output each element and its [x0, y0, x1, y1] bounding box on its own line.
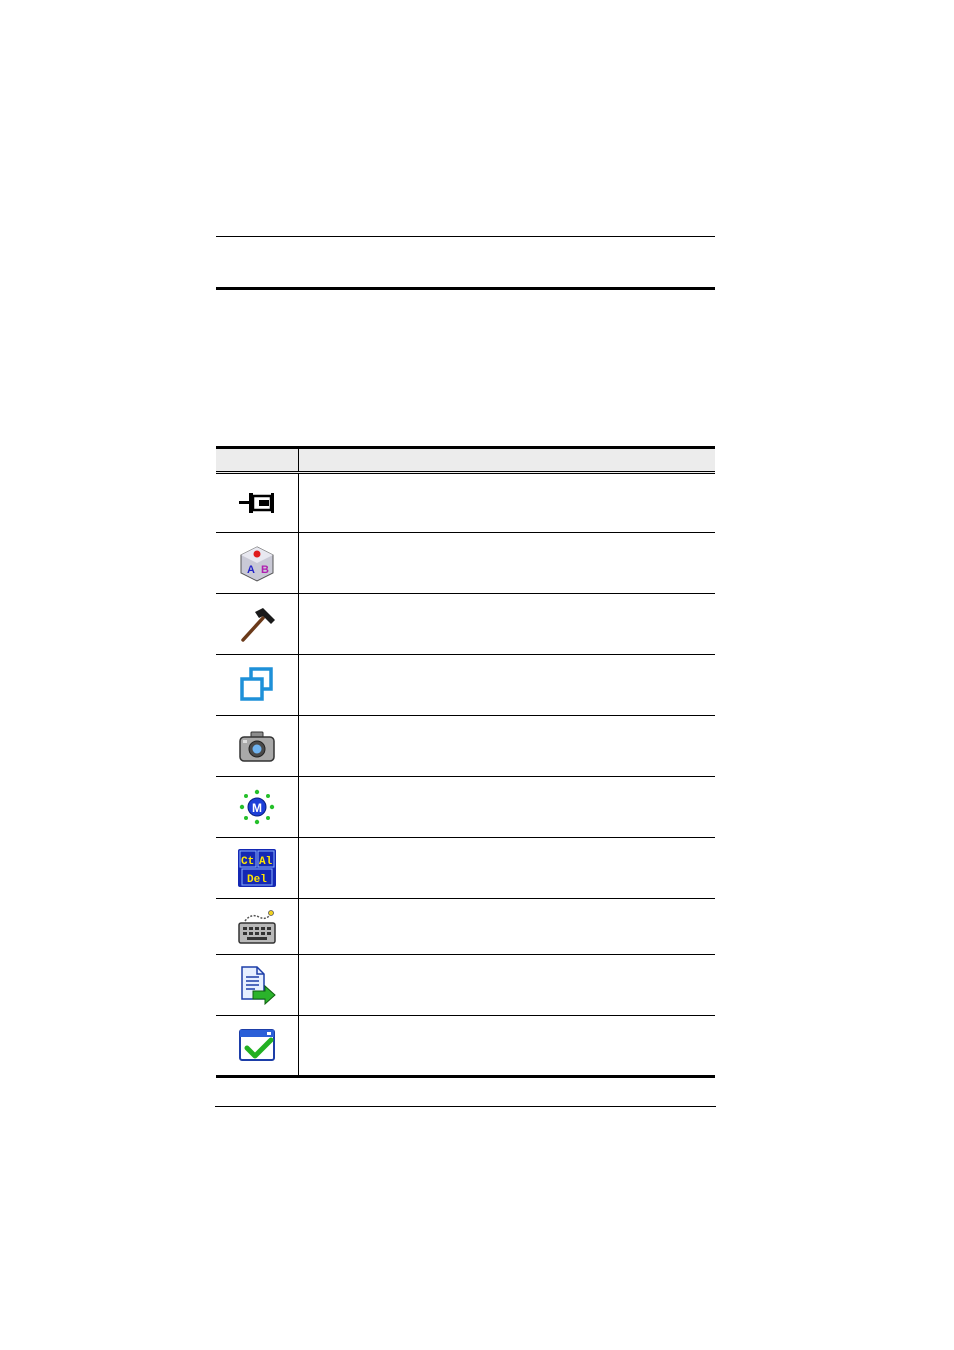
toolbar-icons-table	[216, 446, 715, 1078]
table-row	[216, 533, 715, 594]
description-cell	[299, 716, 716, 777]
column-header-description	[299, 448, 716, 473]
table-row	[216, 955, 715, 1016]
description-cell	[299, 1016, 716, 1077]
svg-text:M: M	[252, 801, 262, 815]
column-header-icon	[216, 448, 299, 473]
window-check-icon	[237, 1026, 277, 1066]
hammer-icon	[237, 604, 277, 644]
table-row	[216, 1016, 715, 1077]
description-cell	[299, 955, 716, 1016]
camera-icon	[237, 726, 277, 766]
table-row	[216, 899, 715, 955]
macro-cube-icon	[237, 543, 277, 583]
table-header-row	[216, 448, 715, 473]
window-restore-icon	[237, 665, 277, 705]
document-exit-icon	[237, 965, 277, 1005]
footer-rule	[215, 1106, 716, 1107]
header-rule-thin	[216, 236, 715, 237]
description-cell	[299, 594, 716, 655]
description-cell	[299, 473, 716, 533]
description-cell	[299, 655, 716, 716]
table-row	[216, 473, 715, 533]
svg-text:A: A	[247, 564, 255, 576]
table-row	[216, 716, 715, 777]
table-row	[216, 594, 715, 655]
svg-text:Al: Al	[259, 856, 273, 868]
description-cell	[299, 899, 716, 955]
header-rule-thick	[216, 287, 715, 290]
ctrl-alt-del-icon	[237, 848, 277, 888]
keyboard-icon	[237, 907, 277, 947]
mouse-sync-icon	[237, 787, 277, 827]
description-cell	[299, 533, 716, 594]
table-row	[216, 838, 715, 899]
pin-icon	[237, 483, 277, 523]
description-cell	[299, 777, 716, 838]
svg-text:B: B	[261, 564, 269, 576]
svg-text:Ct: Ct	[241, 856, 255, 868]
table-row	[216, 655, 715, 716]
table-row	[216, 777, 715, 838]
svg-text:Del: Del	[247, 874, 267, 886]
description-cell	[299, 838, 716, 899]
